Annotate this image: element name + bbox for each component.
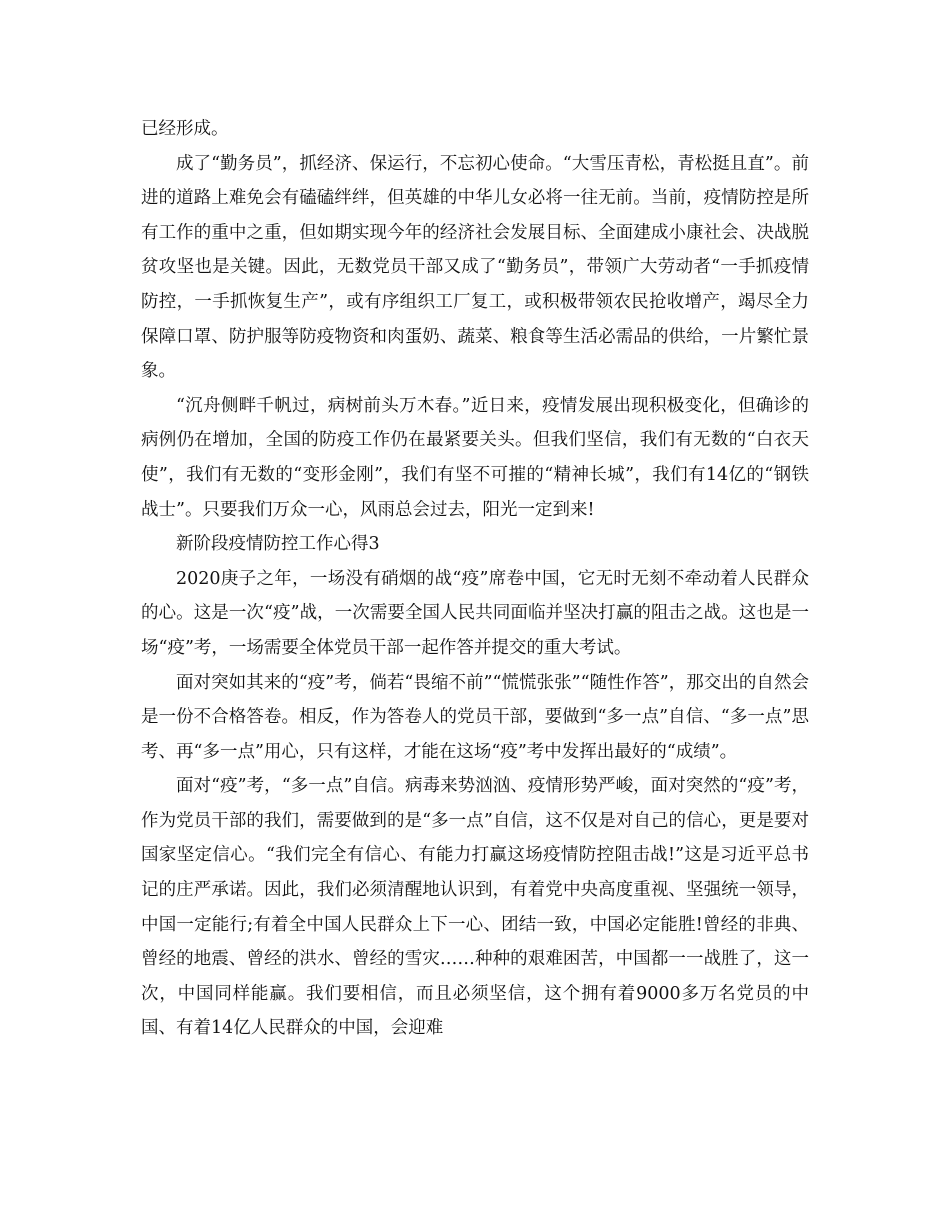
paragraph-4: 2020庚子之年，一场没有硝烟的战“疫”席卷中国，它无时无刻不牵动着人民群众的心。这是一次“疫”战，一次需要全国人民共同面临并坚决打赢的阻击之战。这也是一场“疫”考，一场需要全体党员干部一起作答并提交的重大考试。 (141, 568, 809, 658)
section-heading: 新阶段疫情防控工作心得3 (176, 534, 380, 555)
paragraph-6: 面对“疫”考，“多一点”自信。病毒来势汹汹、疫情形势严峻，面对突然的“疫”考，作为党员干部的我们，需要做到的是“多一点”自信，这不仅是对自己的信心，更是要对国家坚定信心。“我们完全有信心、有能力打赢这场疫情防控阻击战!”这是习近平总书记的庄严承诺。因此，我们必须清醒地认识到，有着党中央高度重视、坚强统一领导，中国一定能行;有着全中国人民群众上下一心、团结一致，中国必定能胜!曾经的非典、曾经的地震、曾经的洪水、曾经的雪灾……种种的艰难困苦，中国都一一战胜了，这一次，中国同样能赢。我们要相信，而且必须坚信，这个拥有着9000多万名党员的中国、有着14亿人民群众的中国，会迎难 (141, 776, 809, 1039)
paragraph-1: 已经形成。 (141, 119, 229, 139)
paragraph-3: “沉舟侧畔千帆过，病树前头万木春。”近日来，疫情发展出现积极变化，但确诊的病例仍在增加，全国的防疫工作仍在最紧要关头。但我们坚信，我们有无数的“白衣天使”，我们有无数的“变形金刚”，我们有坚不可摧的“精神长城”，我们有14亿的“钢铁战士”。只要我们万众一心，风雨总会过去，阳光一定到来! (141, 395, 809, 520)
paragraph-2: 成了“勤务员”，抓经济、保运行，不忘初心使命。“大雪压青松，青松挺且直”。前进的道路上难免会有磕磕绊绊，但英雄的中华儿女必将一往无前。当前，疫情防控是所有工作的重中之重，但如期实现今年的经济社会发展目标、全面建成小康社会、决战脱贫攻坚也是关键。因此，无数党员干部又成了“勤务员”，带领广大劳动者“一手抓疫情防控，一手抓恢复生产”，或有序组织工厂复工，或积极带领农民抢收增产，竭尽全力保障口罩、防护服等防疫物资和肉蛋奶、蔬菜、粮食等生活必需品的供给，一片繁忙景象。 (141, 153, 809, 382)
document-body (141, 112, 809, 1046)
paragraph-5: 面对突如其来的“疫”考，倘若“畏缩不前”“慌慌张张”“随性作答”，那交出的自然会是一份不合格答卷。相反，作为答卷人的党员干部，要做到“多一点”自信、“多一点”思考、再“多一点”用心，只有这样，才能在这场“疫”考中发挥出最好的“成绩”。 (141, 672, 809, 762)
